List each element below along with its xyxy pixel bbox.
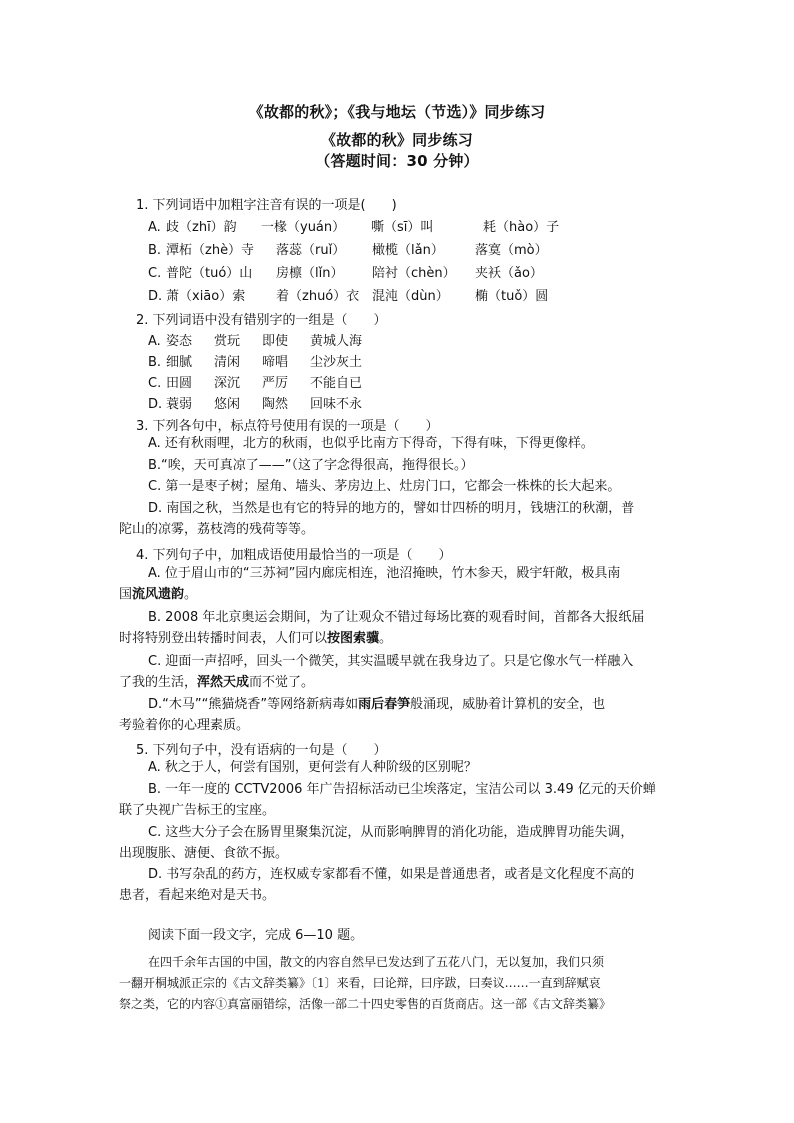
- text-span: 时将特别登出转播时间表，人们可以: [119, 631, 328, 646]
- option-word: 着（zhuó）衣: [276, 289, 360, 304]
- bold-idiom: 雨后春笋: [358, 697, 411, 712]
- document-title: 《故都的秋》；《我与地坛（节选）》同步练习: [248, 103, 546, 121]
- text-span: 而不觉了。: [249, 675, 315, 690]
- question-4-option-b-line-2: [119, 628, 392, 650]
- question-1-option-a: [148, 216, 559, 235]
- option-word: 深沉: [214, 376, 241, 391]
- option-letter: B.: [148, 355, 162, 370]
- option-word: 不能自已: [310, 376, 363, 391]
- question-5-option-c-line-1: C. 这些大分子会在肠胃里聚集沉淀，从而影响脾胃的消化功能，造成脾胃功能失调，: [148, 825, 634, 840]
- question-5-option-a: A. 秋之于人，何尝有国别，更何尝有人种阶级的区别呢？: [148, 760, 477, 775]
- text-span: 般涌现，威胁着计算机的安全，也: [410, 697, 606, 712]
- question-3-option-d-line-1: D. 南国之秋，当然是也有它的特异的地方的，譬如廿四桥的明月，钱塘江的秋潮，普: [148, 501, 635, 516]
- option-word: 夹袄（ǎo）: [475, 266, 543, 281]
- text-span: 。: [184, 587, 198, 602]
- option-word: 落蕊（ruǐ）: [276, 243, 346, 258]
- option-word: 细腻: [166, 355, 193, 370]
- option-word: 清闲: [214, 355, 241, 370]
- option-word: 啼唱: [262, 355, 289, 370]
- option-word: 回味不永: [310, 397, 363, 412]
- option-letter: A.: [148, 334, 161, 349]
- option-word: 落寞（mò）: [475, 243, 548, 258]
- option-word: 一椽（yuán）: [261, 220, 346, 235]
- option-word: 潭柘（zhè）寺: [166, 243, 255, 258]
- option-word: 普陀（tuó）山: [166, 266, 253, 281]
- question-4-option-c-line-1: C. 迎面一声招呼，回头一个微笑，其实温暖早就在我身边了。只是它像水气一样融入: [148, 654, 634, 669]
- option-word: 蓑弱: [166, 397, 193, 412]
- question-2-option-b: [148, 351, 362, 370]
- bold-idiom: 浑然天成: [197, 675, 250, 690]
- option-letter: D.: [148, 397, 163, 412]
- question-5-stem: 5. 下列句子中，没有语病的一句是（ ）: [136, 743, 387, 758]
- option-word: 混沌（dùn）: [372, 289, 449, 304]
- text-span: 了我的生活，: [119, 675, 198, 690]
- option-word: 悠闲: [214, 397, 241, 412]
- question-4-option-d-line-1: [148, 694, 605, 716]
- question-5-option-c-line-2: 出现腹胀、溏便、食欲不振。: [119, 846, 289, 861]
- option-letter: B.: [148, 243, 162, 258]
- question-4-option-c-line-2: [119, 672, 314, 694]
- text-span: D.“木马”“熊猫烧香”等网络新病毒如: [148, 697, 359, 712]
- option-word: 陶然: [262, 397, 289, 412]
- option-letter: C.: [148, 266, 162, 281]
- question-2-option-d: [148, 393, 362, 412]
- option-word: 田圆: [166, 376, 193, 391]
- question-4-stem: 4. 下列句子中，加粗成语使用最恰当的一项是（ ）: [136, 548, 452, 563]
- question-1-stem: 1. 下列词语中加粗字注音有误的一项是( ): [136, 198, 397, 213]
- question-2-stem: 2. 下列词语中没有错别字的一组是（ ）: [136, 313, 387, 328]
- question-4-option-a-line-1: A. 位于眉山市的“三苏祠”园内廊庑相连，池沼掩映，竹木参天，殿宇轩敞，极具南: [148, 566, 621, 581]
- option-word: 赏玩: [214, 334, 241, 349]
- question-5-option-d-line-1: D. 书写杂乱的药方，连权威专家都看不懂，如果是普通患者，或者是文化程度不高的: [148, 867, 635, 882]
- option-letter: A.: [148, 220, 161, 235]
- passage-line-3: 祭之类，它的内容①真富丽错综，活像一部二十四史零售的百货商店。这一部《古文辞类纂》: [119, 997, 612, 1011]
- option-word: 陪衬（chèn）: [372, 266, 456, 281]
- reading-intro: 阅读下面一段文字，完成 6—10 题。: [148, 928, 364, 943]
- question-2-option-a: [148, 330, 362, 349]
- question-1-option-c: [148, 262, 543, 281]
- question-3-option-a: A. 还有秋雨哩，北方的秋雨，也似乎比南方下得奇，下得有味，下得更像样。: [148, 436, 594, 451]
- time-note: （答题时间：30 分钟）: [315, 152, 479, 170]
- option-word: 黄城人海: [310, 334, 363, 349]
- option-word: 严厉: [262, 376, 289, 391]
- section-title: 《故都的秋》同步练习: [320, 131, 473, 149]
- option-word: 椭（tuǒ）圆: [475, 289, 549, 304]
- question-4-option-a-line-2: [119, 584, 197, 606]
- option-letter: D.: [148, 289, 163, 304]
- option-word: 萧（xiāo）索: [166, 289, 246, 304]
- question-3-stem: 3. 下列各句中，标点符号使用有误的一项是（ ）: [136, 419, 439, 434]
- question-3-option-d-line-2: 陀山的凉雾，荔枝湾的残荷等等。: [119, 522, 315, 537]
- option-word: 尘沙灰土: [310, 355, 363, 370]
- text-span: 。: [379, 631, 393, 646]
- option-letter: C.: [148, 376, 162, 391]
- question-3-option-c: C. 第一是枣子树；屋角、墙头、茅房边上、灶房门口，它都会一株株的长大起来。: [148, 479, 621, 494]
- bold-idiom: 按图索骥: [327, 631, 380, 646]
- question-2-option-c: [148, 372, 362, 391]
- question-5-option-b-line-1: B. 一年一度的 CCTV2006 年广告招标活动已尘埃落定，宝洁公司以 3.49 亿元的天价蝉: [148, 782, 656, 797]
- question-5-option-d-line-2: 患者，看起来绝对是天书。: [119, 888, 276, 903]
- option-word: 歧（zhī）韵: [166, 220, 237, 235]
- option-word: 耗（hào）子: [483, 220, 560, 235]
- passage-line-2: 一翻开桐城派正宗的《古文辞类纂》〔1〕来看，曰论辩，曰序跋，曰奏议……一直到辞赋哀: [119, 976, 601, 990]
- option-word: 房檩（lǐn）: [276, 266, 344, 281]
- question-4-option-d-line-2: 考验着你的心理素质。: [119, 718, 250, 733]
- question-5-option-b-line-2: 联了央视广告标王的宝座。: [119, 803, 276, 818]
- text-span: 国: [119, 587, 133, 602]
- option-word: 橄榄（lǎn）: [372, 243, 444, 258]
- bold-idiom: 流风遗韵: [132, 587, 185, 602]
- option-word: 姿态: [166, 334, 193, 349]
- passage-line-1: 在四千余年古国的中国，散文的内容自然早已发达到了五花八门，无以复加，我们只须: [148, 955, 605, 969]
- question-1-option-d: [148, 285, 548, 304]
- option-word: 即使: [262, 334, 289, 349]
- question-4-option-b-line-1: B. 2008 年北京奥运会期间，为了让观众不错过每场比赛的观看时间，首都各大报纸届: [148, 610, 645, 625]
- option-word: 嘶（sī）叫: [371, 220, 434, 235]
- question-1-option-b: [148, 239, 548, 258]
- question-3-option-b: B.“唉，天可真凉了——”（这了字念得很高，拖得很长。）: [148, 458, 474, 473]
